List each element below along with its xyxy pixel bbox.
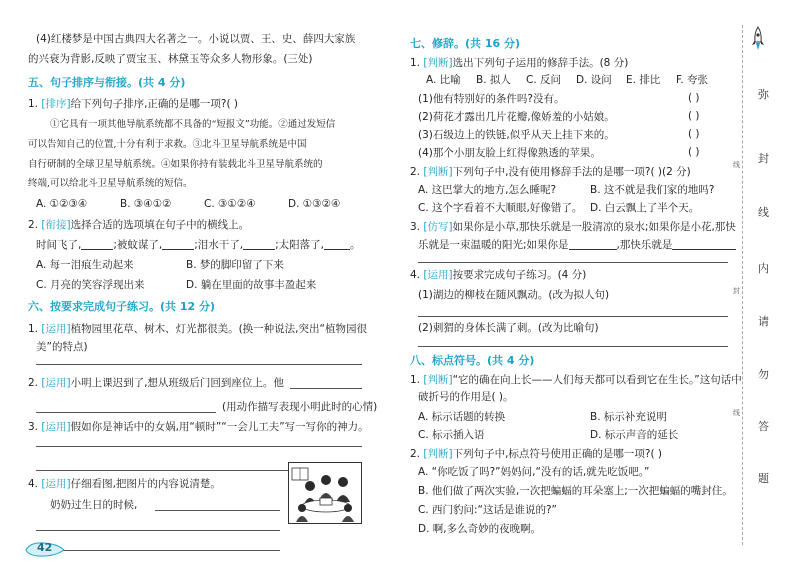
r8-q1-option-b[interactable]: B. 标示补充说明: [590, 411, 667, 423]
binding-char: 内: [758, 262, 769, 275]
question-text: 下列句子中,没有使用修辞手法的是哪一项?( )(2 分): [452, 166, 691, 178]
r8-q1: [410, 373, 742, 387]
r-q1-item3: (3)石级边上的铁链,似乎从天上挂下来的。: [418, 129, 615, 141]
question-text: 下列句子中,标点符号使用正确的是哪一项?( ): [452, 448, 663, 460]
r8-q1-option-a[interactable]: A. 标示话题的转换: [418, 411, 506, 423]
r-q4-item1: (1)湖边的柳枝在随风飘动。(改为拟人句): [418, 289, 610, 301]
r-q1-opt-b: B. 拟人: [476, 74, 511, 86]
s5-q1-para-line3: 自行研制的全球卫星导航系统。④如果你持有装载北斗卫星导航系统的: [28, 159, 323, 170]
r-q3: [410, 220, 736, 234]
s5-q1-para-line1: ①它具有一项其他导航系统都不具备的“短报文”功能。②通过发短信: [50, 119, 336, 130]
answer-line[interactable]: [36, 364, 362, 365]
question-number: 2.: [28, 219, 39, 231]
s6-q2: [28, 376, 284, 390]
r-q1-opt-c: C. 反问: [526, 74, 562, 86]
question-tag: [运用]: [41, 323, 71, 335]
s5-q1-option-b[interactable]: B. ③④①②: [120, 198, 172, 210]
s5-q1-para-line2: 可以告知自己的位置,十分有利于求救。③北斗卫星导航系统是中国: [28, 139, 307, 150]
question-number: 2.: [410, 448, 421, 460]
question-text: 假如你是神话中的女娲,用“顿时”“一会儿工夫”写一写你的神力。: [70, 421, 369, 433]
question-text: 按要求完成句子练习。(4 分): [452, 269, 587, 281]
r8-q1-line2: 破折号的作用是( )。: [418, 391, 514, 403]
answer-line[interactable]: [36, 530, 280, 531]
question-text: 仔细看图,把图片的内容说清楚。: [70, 478, 221, 490]
r-q1-item1: (1)他有特别好的条件吗?没有。: [418, 93, 565, 105]
r-q2: [410, 165, 691, 179]
fill-blank[interactable]: [81, 239, 113, 250]
r-q3-line2: [418, 238, 736, 252]
r-q1-opt-d: D. 设问: [576, 74, 612, 86]
fill-blank[interactable]: [162, 239, 194, 250]
s6-q2-hint: (用动作描写表现小明此时的心情): [222, 401, 378, 413]
fill-part: ;太阳落了,: [275, 239, 325, 251]
page-number: 42: [37, 541, 53, 554]
s5-q2-fill-sentence: [36, 238, 361, 252]
answer-line[interactable]: [418, 316, 728, 317]
answer-paren[interactable]: ( ): [688, 146, 700, 158]
s5-q1-option-a[interactable]: A. ①②③④: [36, 198, 88, 210]
s5-q1-option-c[interactable]: C. ③①②④: [204, 198, 256, 210]
question-number: 4.: [28, 478, 39, 490]
binding-small-char: 封: [733, 287, 740, 295]
question-number: 2.: [410, 166, 421, 178]
r-q2-option-a[interactable]: A. 这巴掌大的地方,怎么睡呢?: [418, 184, 557, 196]
question-tag: [运用]: [423, 269, 453, 281]
question-tag: [判断]: [423, 166, 453, 178]
r-q1-opt-e: E. 排比: [626, 74, 661, 86]
question-text: 给下列句子排序,正确的是哪一项?( ): [70, 98, 239, 110]
question-text: 小明上课迟到了,想从班级后门回到座位上。他: [70, 377, 284, 389]
answer-line[interactable]: [36, 446, 362, 447]
question-tag: [判断]: [423, 374, 453, 386]
question-number: 3.: [28, 421, 39, 433]
r8-q1-option-c[interactable]: C. 标示插入语: [418, 429, 485, 441]
r-q1-opt-f: F. 夸张: [676, 74, 709, 86]
r-q4-item2: (2)刺猬的身体长满了刺。(改为比喻句): [418, 322, 599, 334]
s6-q1-text-line2: 美”的特点): [36, 341, 88, 353]
question-tag: [运用]: [41, 478, 71, 490]
q4-line2: 的兴衰为背影,反映了贾宝玉、林黛玉等众多人物形象。(三处): [28, 53, 313, 65]
answer-line[interactable]: [290, 388, 362, 389]
question-text: “它的确在向上长——人们每天都可以看到它在生长。”这句话中: [452, 374, 742, 386]
answer-line[interactable]: [155, 510, 280, 511]
binding-dashed-line: [742, 25, 743, 545]
fill-part: 。: [350, 239, 361, 251]
answer-line[interactable]: [36, 550, 280, 551]
s5-q1-para-line4: 终端,可以给北斗卫星导航系统的短信。: [28, 178, 193, 189]
s6-q1: [28, 322, 367, 336]
q4-line1: (4)红楼梦是中国古典四大名著之一。小说以贾、王、史、薛四大家族: [36, 33, 356, 45]
answer-paren[interactable]: ( ): [688, 110, 700, 122]
r8-q1-option-d[interactable]: D. 标示声音的延长: [590, 429, 679, 441]
rocket-icon: [752, 26, 764, 55]
answer-line[interactable]: [418, 262, 728, 263]
question-text: 如果你是小草,那快乐就是一股清凉的泉水;如果你是小花,那快: [452, 221, 736, 233]
fill-blank[interactable]: [569, 239, 617, 250]
r-q1-item4: (4)那个小朋友脸上红得像熟透的苹果。: [418, 147, 601, 159]
s6-q4-start: 奶奶过生日的时候,: [50, 499, 138, 511]
fill-part: ;被蚊谋了,: [113, 239, 163, 251]
question-number: 1.: [410, 374, 421, 386]
s5-q2-option-c[interactable]: C. 月亮的笑容浮现出来: [36, 279, 145, 291]
binding-char: 线: [758, 206, 769, 219]
fill-blank[interactable]: [243, 239, 275, 250]
question-number: 2.: [28, 377, 39, 389]
question-tag: [判断]: [423, 448, 453, 460]
fill-blank[interactable]: [324, 239, 350, 250]
s5-q2: [28, 218, 249, 232]
page-number-badge: [24, 540, 66, 558]
question-number: 4.: [410, 269, 421, 281]
r-q1-item2: (2)荷花才露出几片花瓣,像娇羞的小姑娘。: [418, 111, 615, 123]
r-q4: [410, 268, 586, 282]
question-number: 3.: [410, 221, 421, 233]
question-tag: [判断]: [423, 57, 453, 69]
r8-q2-option-d[interactable]: D. 啊,多么奇妙的夜晚啊。: [418, 523, 542, 535]
s5-q2-option-d[interactable]: D. 躺在里面的故事丰盈起来: [186, 279, 317, 291]
section-6-title: 六、按要求完成句子练习。(共 12 分): [28, 300, 216, 313]
s5-q2-option-a[interactable]: A. 每一泪痕生动起来: [36, 259, 134, 271]
s5-q1-option-d[interactable]: D. ①③②④: [288, 198, 341, 210]
binding-small-char: 线: [733, 161, 740, 169]
binding-char: 答: [758, 420, 769, 433]
binding-char: 请: [758, 315, 769, 328]
binding-char: 题: [758, 472, 769, 485]
answer-paren[interactable]: ( ): [688, 128, 700, 140]
question-number: 1.: [28, 323, 39, 335]
question-text: 植物园里花草、树木、灯光都很美。(换一种说法,突出“植物园很: [70, 323, 367, 335]
question-tag: [仿写]: [423, 221, 453, 233]
question-tag: [衔接]: [41, 219, 71, 231]
section-8-title: 八、标点符号。(共 4 分): [410, 354, 535, 367]
r8-q2: [410, 447, 662, 461]
binding-small-char: 线: [733, 409, 740, 417]
answer-paren[interactable]: ( ): [688, 92, 700, 104]
r-q1: [410, 56, 628, 70]
answer-line[interactable]: [36, 412, 216, 413]
s5-q2-option-b[interactable]: B. 梦的脚印留了下来: [186, 259, 284, 271]
r-q2-option-c[interactable]: C. 这个字看着不大顺眼,好像错了。: [418, 202, 583, 214]
text-part: 乐就是一束温暖的阳光;如果你是: [418, 239, 569, 251]
answer-line[interactable]: [418, 346, 728, 347]
text-part: ,那快乐就是: [616, 239, 673, 251]
question-text: 选择合适的选项填在句子中的横线上。: [70, 219, 250, 231]
fill-part: ;泪水干了,: [194, 239, 244, 251]
question-number: 1.: [28, 98, 39, 110]
question-tag: [排序]: [41, 98, 71, 110]
fill-part: 时间飞了,: [36, 239, 82, 251]
section-5-title: 五、句子排序与衔接。(共 4 分): [28, 76, 186, 89]
question-tag: [运用]: [41, 377, 71, 389]
r8-q2-option-c[interactable]: C. 西门豹问:“这话是谁说的?”: [418, 504, 557, 516]
birthday-illustration: [288, 462, 362, 524]
binding-char: 封: [758, 152, 769, 165]
r8-q2-option-b[interactable]: B. 他们做了两次实验,一次把蝙蝠的耳朵塞上;一次把蝙蝠的嘴封住。: [418, 485, 733, 497]
question-tag: [运用]: [41, 421, 71, 433]
r-q1-opt-a: A. 比喻: [426, 74, 461, 86]
fill-blank[interactable]: [672, 239, 736, 250]
question-text: 选出下列句子运用的修辞手法。(8 分): [452, 57, 629, 69]
r-q2-option-b[interactable]: B. 这不就是我们家的地吗?: [590, 184, 715, 196]
section-7-title: 七、修辞。(共 16 分): [410, 37, 521, 50]
question-number: 1.: [410, 57, 421, 69]
binding-char: 弥: [758, 88, 769, 101]
binding-char: 勿: [758, 368, 769, 381]
r-q2-option-d[interactable]: D. 白云飘上了半个天。: [590, 202, 700, 214]
s5-q1: [28, 97, 238, 111]
s6-q3: [28, 420, 369, 434]
s6-q4: [28, 477, 221, 491]
r8-q2-option-a[interactable]: A. “你吃饭了吗?”妈妈问,“没有的话,就先吃饭吧。”: [418, 466, 650, 478]
